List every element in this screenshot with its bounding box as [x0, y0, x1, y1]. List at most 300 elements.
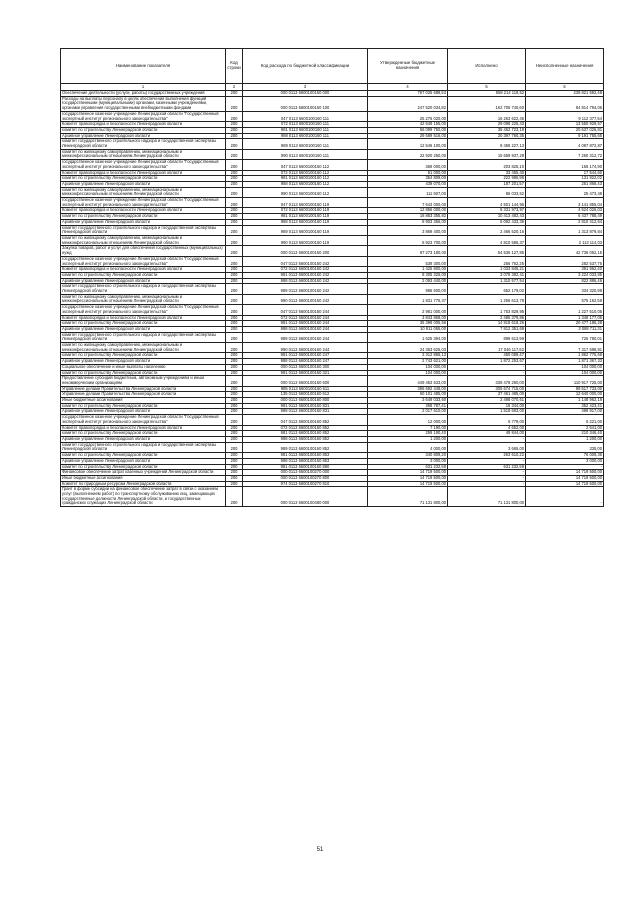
- row-approved-amount: 259 190,40: [368, 431, 448, 437]
- row-line-code: 200: [226, 386, 243, 392]
- row-classification-code: 981 0113 6600100160 247: [243, 353, 368, 359]
- row-executed-amount: 2 466 520,16: [448, 225, 526, 235]
- row-remaining-amount: 14 719 500,00: [526, 481, 604, 487]
- row-line-code: 200: [226, 353, 243, 359]
- row-executed-amount: 256 762,25: [448, 256, 526, 266]
- row-classification-code: 000 0113 6600100160 200: [243, 246, 368, 256]
- table-row: [61, 487, 604, 507]
- row-indicator-name: комитет государственного строительного надзора и государственной экспертизы Ленинградской области: [61, 139, 226, 149]
- row-remaining-amount: 2 810 412,64: [526, 219, 604, 225]
- row-executed-amount: 203 825,10: [448, 160, 526, 170]
- table-row: [61, 111, 604, 121]
- row-executed-amount: 14 918 618,26: [448, 321, 526, 327]
- row-indicator-name: комитет по строительству Ленинградской области: [61, 431, 226, 437]
- row-remaining-amount: -: [526, 464, 604, 470]
- row-indicator-name: Комитет по природным ресурсам Ленинградской области: [61, 481, 226, 487]
- budget-report-page: [60, 48, 603, 507]
- row-indicator-name: комитет государственного строительного надзора и государственной экспертизы Ленинградской области: [61, 442, 226, 452]
- row-executed-amount: 15 659 937,28: [448, 149, 526, 159]
- row-line-code: 200: [226, 464, 243, 470]
- row-line-code: 200: [226, 487, 243, 507]
- row-executed-amount: 450 089,47: [448, 353, 526, 359]
- row-remaining-amount: 89 517 733,00: [526, 386, 604, 392]
- header-approved-amount: Утвержденные бюджетные назначения: [368, 49, 448, 84]
- row-line-code: 200: [226, 149, 243, 159]
- row-indicator-name: Архивное управление Ленинградской области: [61, 181, 226, 187]
- table-body: [61, 91, 604, 507]
- row-executed-amount: 305 674 715,00: [448, 386, 526, 392]
- row-approved-amount: 6 923 700,00: [368, 235, 448, 245]
- row-classification-code: 000 0113 6600100160 300: [243, 364, 368, 370]
- row-line-code: 200: [226, 376, 243, 386]
- row-classification-code: 135 0113 6600100160 612: [243, 392, 368, 398]
- row-approved-amount: 14 719 500,00: [368, 475, 448, 481]
- row-executed-amount: 35 462 723,19: [448, 127, 526, 133]
- table-row: [61, 343, 604, 353]
- row-remaining-amount: 1 348 177,06: [526, 315, 604, 321]
- row-approved-amount: 797 025 689,53: [368, 91, 448, 97]
- row-indicator-name: комитет по жилищному самоуправлению, межнациональным и межконфессиональным отношениям Ленинградской области: [61, 294, 226, 304]
- row-line-code: 200: [226, 246, 243, 256]
- table-row: [61, 139, 604, 149]
- row-approved-amount: 22 920 250,00: [368, 149, 448, 159]
- row-indicator-name: комитет по строительству Ленинградской области: [61, 176, 226, 182]
- row-indicator-name: Социальное обеспечение и иные выплаты населению: [61, 364, 226, 370]
- row-classification-code: 989 0113 6600100160 111: [243, 139, 368, 149]
- row-executed-amount: 3 078 392,41: [448, 272, 526, 278]
- row-indicator-name: Комитет правопорядка и безопасности Ленинградской области: [61, 170, 226, 176]
- row-remaining-amount: 42 736 052,15: [526, 246, 604, 256]
- table-row: [61, 376, 604, 386]
- row-approved-amount: 449 453 533,00: [368, 376, 448, 386]
- row-executed-amount: 2 486 379,86: [448, 315, 526, 321]
- row-classification-code: 988 0113 6600100160 111: [243, 133, 368, 139]
- row-remaining-amount: 12 640 000,00: [526, 392, 604, 398]
- row-indicator-name: комитет государственного строительного надзора и государственной экспертизы Ленинградской области: [61, 332, 226, 342]
- row-approved-amount: 8 305 326,00: [368, 272, 448, 278]
- row-line-code: 200: [226, 91, 243, 97]
- row-executed-amount: 7 812 351,69: [448, 326, 526, 332]
- row-remaining-amount: 3 000,00: [526, 458, 604, 464]
- row-indicator-name: Закупка товаров, работ и услуг для обеспечения государственных (муниципальных) нужд: [61, 246, 226, 256]
- row-executed-amount: -: [448, 481, 526, 487]
- row-executed-amount: 898 613,99: [448, 332, 526, 342]
- table-row: [61, 332, 604, 342]
- row-line-code: 200: [226, 214, 243, 220]
- row-approved-amount: 14 719 500,00: [368, 481, 448, 487]
- row-executed-amount: 29 098 225,43: [448, 122, 526, 128]
- row-executed-amount: 49 844,00: [448, 431, 526, 437]
- table-row: [61, 225, 604, 235]
- row-approved-amount: 12 856 000,00: [368, 208, 448, 214]
- header-executed-amount: Исполнено: [448, 49, 526, 84]
- row-indicator-name: Обеспечение деятельности (услуги, работы) государственных учреждений: [61, 91, 226, 97]
- row-classification-code: 000 0113 6600100160 600: [243, 376, 368, 386]
- header-budget-classification-code: Код расхода по бюджетной классификации: [243, 49, 368, 84]
- row-approved-amount: 2 743 621,00: [368, 359, 448, 365]
- row-executed-amount: -: [448, 475, 526, 481]
- row-indicator-name: государственное казенное учреждение Ленинградской области "Государственный экспертный институт регионального законодательства": [61, 415, 226, 425]
- row-approved-amount: 2 017 610,00: [368, 409, 448, 415]
- row-classification-code: 981 0113 6600100160 853: [243, 453, 368, 459]
- row-classification-code: 000 0113 6600100270 000: [243, 470, 368, 476]
- row-classification-code: 047 0113 6600100160 119: [243, 198, 368, 208]
- row-line-code: 200: [226, 278, 243, 284]
- row-executed-amount: 6 779,00: [448, 415, 526, 425]
- row-remaining-amount: 1 227 510,05: [526, 305, 604, 315]
- row-indicator-name: Грант в форме субсидии на финансовое обеспечение затрат в связи с оказанием услуг (выполнением работ) по транспортному обслуживанию лиц, замещающих государственные должности Ленинградской области, и государственных гражданских служащих Ленинградской области: [61, 487, 226, 507]
- row-approved-amount: 7 643 000,00: [368, 198, 448, 208]
- row-executed-amount: 16 263 622,46: [448, 111, 526, 121]
- row-classification-code: 990 0113 6600100160 111: [243, 149, 368, 159]
- row-approved-amount: 3 843 868,00: [368, 315, 448, 321]
- row-indicator-name: государственное казенное учреждение Ленинградской области "Государственный экспертный институт регионального законодательства": [61, 305, 226, 315]
- header-remaining-amount: Неисполненные назначения: [526, 49, 604, 84]
- row-executed-amount: 20 397 760,35: [448, 133, 526, 139]
- row-executed-amount: 8 458 227,13: [448, 139, 526, 149]
- row-approved-amount: 10 911 065,00: [368, 326, 448, 332]
- row-line-code: 200: [226, 235, 243, 245]
- row-remaining-amount: 5 221,00: [526, 415, 604, 425]
- row-classification-code: 990 0113 6600100160 119: [243, 235, 368, 245]
- row-classification-code: 000 0113 6600100160 100: [243, 96, 368, 111]
- row-remaining-amount: 84 814 794,06: [526, 96, 604, 111]
- row-indicator-name: Расходы на выплаты персоналу в целях обеспечения выполнения функций государственными (муниципальными) органами, казенными учреждениями, органами управления государственными внебюджетными фондами: [61, 96, 226, 111]
- row-approved-amount: 104 000,00: [368, 364, 448, 370]
- row-line-code: 200: [226, 133, 243, 139]
- row-executed-amount: 17 046 117,62: [448, 343, 526, 353]
- row-remaining-amount: 104 000,00: [526, 370, 604, 376]
- column-number: 2: [226, 84, 243, 91]
- row-remaining-amount: 352 423,41: [526, 403, 604, 409]
- row-classification-code: 000 0113 6600100270 800: [243, 475, 368, 481]
- row-indicator-name: комитет по строительству Ленинградской области: [61, 214, 226, 220]
- row-line-code: 200: [226, 305, 243, 315]
- row-line-code: 200: [226, 170, 243, 176]
- row-approved-amount: 111 507,00: [368, 187, 448, 197]
- row-approved-amount: 369 000,00: [368, 160, 448, 170]
- row-executed-amount: 71 131 800,00: [448, 487, 526, 507]
- row-classification-code: 072 0113 6600100160 242: [243, 267, 368, 273]
- row-remaining-amount: 2 113 114,03: [526, 235, 604, 245]
- row-executed-amount: 631 232,59: [448, 464, 526, 470]
- row-line-code: 200: [226, 127, 243, 133]
- row-executed-amount: 1 872 253,67: [448, 359, 526, 365]
- row-line-code: 200: [226, 284, 243, 294]
- row-classification-code: 072 0113 6600100160 244: [243, 315, 368, 321]
- table-row: [61, 256, 604, 266]
- row-executed-amount: 33 455,40: [448, 170, 526, 176]
- row-indicator-name: комитет по строительству Ленинградской области: [61, 453, 226, 459]
- row-remaining-amount: 498 917,00: [526, 409, 604, 415]
- column-number: 3: [243, 84, 368, 91]
- row-indicator-name: Архивное управление Ленинградской области: [61, 278, 226, 284]
- row-classification-code: 072 0113 6600100160 112: [243, 170, 368, 176]
- row-remaining-amount: 7 260 312,72: [526, 149, 604, 159]
- row-classification-code: 981 0113 6600100160 111: [243, 127, 368, 133]
- row-classification-code: 047 0113 6600100160 111: [243, 111, 368, 121]
- row-executed-amount: 37 461 485,00: [448, 392, 526, 398]
- column-number: 6: [526, 84, 604, 91]
- row-indicator-name: Предоставление субсидий бюджетным, автономным учреждениям и иным некоммерческим организациям: [61, 376, 226, 386]
- row-executed-amount: 558 214 118,52: [448, 91, 526, 97]
- row-approved-amount: 12 000,00: [368, 415, 448, 425]
- row-line-code: 200: [226, 415, 243, 425]
- row-line-code: 200: [226, 256, 243, 266]
- row-line-code: 200: [226, 475, 243, 481]
- row-remaining-amount: 238 821 592,48: [526, 91, 604, 97]
- row-executed-amount: -: [448, 370, 526, 376]
- row-line-code: 200: [226, 111, 243, 121]
- row-line-code: 200: [226, 409, 243, 415]
- row-indicator-name: комитет по строительству Ленинградской области: [61, 272, 226, 278]
- row-classification-code: 981 0113 6600100160 852: [243, 431, 368, 437]
- row-executed-amount: 1 310 577,54: [448, 278, 526, 284]
- row-classification-code: 072 0113 6600100160 852: [243, 425, 368, 431]
- row-approved-amount: 247 520 034,82: [368, 96, 448, 111]
- row-line-code: 200: [226, 437, 243, 443]
- row-approved-amount: 1 831 775,37: [368, 294, 448, 304]
- row-classification-code: 988 0113 6600100160 831: [243, 409, 368, 415]
- row-remaining-amount: 7 317 598,81: [526, 343, 604, 353]
- row-line-code: 200: [226, 370, 243, 376]
- row-line-code: 200: [226, 398, 243, 404]
- column-number: 1: [61, 84, 226, 91]
- row-remaining-amount: 20 637 026,81: [526, 127, 604, 133]
- row-indicator-name: комитет по строительству Ленинградской области: [61, 321, 226, 327]
- row-indicator-name: комитет по жилищному самоуправлению, межнациональным и межконфессиональным отношениям Ленинградской области: [61, 187, 226, 197]
- row-approved-amount: 71 131 800,00: [368, 487, 448, 507]
- row-indicator-name: комитет по строительству Ленинградской области: [61, 464, 226, 470]
- row-approved-amount: 439 070,00: [368, 181, 448, 187]
- row-remaining-amount: 210 346,40: [526, 431, 604, 437]
- row-line-code: 200: [226, 315, 243, 321]
- row-remaining-amount: 17 544,60: [526, 170, 604, 176]
- row-indicator-name: комитет по строительству Ленинградской области: [61, 127, 226, 133]
- row-indicator-name: комитет по жилищному самоуправлению, межнациональным и межконфессиональным отношениям Ленинградской области: [61, 149, 226, 159]
- row-approved-amount: 50 101 485,00: [368, 392, 448, 398]
- row-executed-amount: 10 413 482,43: [448, 214, 526, 220]
- row-classification-code: 988 0113 6600100160 853: [243, 458, 368, 464]
- row-indicator-name: Управление делами Правительства Ленинградской области: [61, 386, 226, 392]
- row-line-code: 200: [226, 219, 243, 225]
- row-indicator-name: Комитет правопорядка и безопасности Ленинградской области: [61, 208, 226, 214]
- row-executed-amount: 263 610,22: [448, 453, 526, 459]
- row-indicator-name: Иные бюджетные ассигнования: [61, 475, 226, 481]
- row-line-code: 200: [226, 392, 243, 398]
- row-classification-code: 047 0113 6600100160 112: [243, 160, 368, 170]
- row-remaining-amount: 14 719 500,00: [526, 475, 604, 481]
- row-executed-amount: 1 518 693,00: [448, 409, 526, 415]
- row-classification-code: 990 0113 6600100160 244: [243, 343, 368, 353]
- row-remaining-amount: 1 871 367,33: [526, 359, 604, 365]
- row-approved-amount: 1 425 800,00: [368, 267, 448, 273]
- table-row: [61, 187, 604, 197]
- row-classification-code: 981 0113 6600100160 321: [243, 370, 368, 376]
- row-line-code: 200: [226, 96, 243, 111]
- row-remaining-amount: 1 313 879,84: [526, 225, 604, 235]
- row-line-code: 200: [226, 181, 243, 187]
- row-line-code: 200: [226, 187, 243, 197]
- row-executed-amount: 1 753 829,95: [448, 305, 526, 315]
- row-indicator-name: Архивное управление Ленинградской области: [61, 359, 226, 365]
- row-classification-code: 990 0113 6600100160 242: [243, 294, 368, 304]
- table-row: [61, 198, 604, 208]
- row-classification-code: 000 0113 6600100480 000: [243, 487, 368, 507]
- row-indicator-name: Комитет правопорядка и безопасности Ленинградской области: [61, 425, 226, 431]
- row-indicator-name: комитет государственного строительного надзора и государственной экспертизы Ленинградской области: [61, 284, 226, 294]
- row-line-code: 200: [226, 359, 243, 365]
- row-approved-amount: 29 589 516,00: [368, 133, 448, 139]
- row-approved-amount: 16 853 355,82: [368, 214, 448, 220]
- row-remaining-amount: 110 917 725,00: [526, 376, 604, 386]
- row-remaining-amount: 6 437 788,49: [526, 214, 604, 220]
- row-approved-amount: 14 719 500,00: [368, 470, 448, 476]
- row-classification-code: 989 0113 6600100160 242: [243, 284, 368, 294]
- table-header-row: [61, 49, 604, 84]
- row-classification-code: 988 0113 6600100160 242: [243, 278, 368, 284]
- row-remaining-amount: 282 537,75: [526, 256, 604, 266]
- row-line-code: 200: [226, 225, 243, 235]
- row-classification-code: 981 0113 6600100160 831: [243, 403, 368, 409]
- row-indicator-name: комитет по жилищному самоуправлению, межнациональным и межконфессиональным отношениям Ленинградской области: [61, 235, 226, 245]
- row-executed-amount: 86 033,52: [448, 187, 526, 197]
- row-classification-code: 981 0113 6600100160 880: [243, 464, 368, 470]
- page-number: 51: [316, 847, 324, 853]
- row-executed-amount: -: [448, 437, 526, 443]
- row-indicator-name: государственное казенное учреждение Ленинградской области "Государственный экспертный институт регионального законодательства": [61, 198, 226, 208]
- row-indicator-name: Архивное управление Ленинградской области: [61, 219, 226, 225]
- row-indicator-name: Архивное управление Ленинградской области: [61, 458, 226, 464]
- row-remaining-amount: 20 477 186,28: [526, 321, 604, 327]
- row-classification-code: 988 0113 6600100160 244: [243, 326, 368, 332]
- row-classification-code: 985 0113 6600100160 611: [243, 386, 368, 392]
- row-classification-code: 000 0113 6600100160 800: [243, 398, 368, 404]
- row-classification-code: 988 0113 6600100160 112: [243, 181, 368, 187]
- row-indicator-name: Архивное управление Ленинградской области: [61, 409, 226, 415]
- row-executed-amount: 652 179,02: [448, 284, 526, 294]
- row-indicator-name: Управление делами Правительства Ленинградской области: [61, 392, 226, 398]
- row-indicator-name: Архивное управление Ленинградской области: [61, 133, 226, 139]
- row-line-code: 200: [226, 198, 243, 208]
- row-executed-amount: -: [448, 458, 526, 464]
- table-row: [61, 305, 604, 315]
- row-remaining-amount: 165 174,90: [526, 160, 604, 170]
- table-row: [61, 246, 604, 256]
- row-approved-amount: 25 276 020,00: [368, 111, 448, 121]
- row-approved-amount: 8 903 356,00: [368, 219, 448, 225]
- row-remaining-amount: 14 719 500,00: [526, 470, 604, 476]
- column-number-row: [61, 84, 604, 91]
- row-remaining-amount: 25 473,48: [526, 187, 604, 197]
- header-line-code: Код строки: [226, 49, 243, 84]
- table-row: [61, 96, 604, 111]
- row-executed-amount: -: [448, 364, 526, 370]
- row-classification-code: 072 0113 6600100160 111: [243, 122, 368, 128]
- row-approved-amount: 97 273 180,00: [368, 246, 448, 256]
- row-remaining-amount: 9 191 755,65: [526, 133, 604, 139]
- row-line-code: 200: [226, 481, 243, 487]
- row-approved-amount: 1 200,00: [368, 437, 448, 443]
- header-indicator-name: Наименование показателя: [61, 49, 226, 84]
- row-executed-amount: 1 033 845,21: [448, 267, 526, 273]
- row-indicator-name: Финансовое обеспечение затрат казенных учреждений Ленинградской области: [61, 470, 226, 476]
- row-executed-amount: 4 652,00: [448, 425, 526, 431]
- row-line-code: 200: [226, 442, 243, 452]
- row-remaining-amount: 9 112 377,54: [526, 111, 604, 121]
- row-remaining-amount: 131 822,02: [526, 176, 604, 182]
- row-line-code: 200: [226, 122, 243, 128]
- row-approved-amount: 354 809,00: [368, 176, 448, 182]
- table-row: [61, 442, 604, 452]
- table-row: [61, 160, 604, 170]
- row-approved-amount: 24 363 626,03: [368, 343, 448, 353]
- row-remaining-amount: 335,00: [526, 442, 604, 452]
- row-remaining-amount: 575 162,59: [526, 294, 604, 304]
- row-indicator-name: комитет государственного строительного надзора и государственной экспертизы Ленинградской области: [61, 225, 226, 235]
- row-indicator-name: Комитет правопорядка и безопасности Ленинградской области: [61, 315, 226, 321]
- table-row: [61, 415, 604, 425]
- row-approved-amount: 3 869 400,00: [368, 225, 448, 235]
- row-line-code: 200: [226, 176, 243, 182]
- row-executed-amount: 222 986,98: [448, 176, 526, 182]
- row-approved-amount: 340 809,20: [368, 453, 448, 459]
- row-classification-code: 988 0113 6600100160 852: [243, 437, 368, 443]
- row-remaining-amount: 1 148 962,19: [526, 398, 604, 404]
- row-approved-amount: 104 000,00: [368, 370, 448, 376]
- row-executed-amount: 338 478 250,00: [448, 376, 526, 386]
- row-executed-amount: 1 256 613,78: [448, 294, 526, 304]
- row-approved-amount: 395 592 448,00: [368, 386, 448, 392]
- row-approved-amount: 631 232,59: [368, 464, 448, 470]
- table-row: [61, 294, 604, 304]
- row-executed-amount: 4 810 586,37: [448, 235, 526, 245]
- row-remaining-amount: 391 962,40: [526, 267, 604, 273]
- row-line-code: 200: [226, 403, 243, 409]
- row-classification-code: 974 0113 6600100270 810: [243, 481, 368, 487]
- row-classification-code: 988 0113 6600100160 247: [243, 359, 368, 365]
- table-row: [61, 284, 604, 294]
- row-approved-amount: 2 093 440,00: [368, 278, 448, 284]
- row-indicator-name: комитет по жилищному самоуправлению, межнациональным и межконфессиональным отношениям Ленинградской области: [61, 343, 226, 353]
- row-executed-amount: 8 331 973,97: [448, 208, 526, 214]
- row-indicator-name: государственное казенное учреждение Ленинградской области "Государственный экспертный институт регионального законодательства": [61, 256, 226, 266]
- row-approved-amount: 35 398 005,56: [368, 321, 448, 327]
- row-executed-amount: 2 498 070,61: [448, 398, 526, 404]
- row-executed-amount: 187 201,57: [448, 181, 526, 187]
- row-remaining-amount: 76 009,36: [526, 453, 604, 459]
- row-line-code: 200: [226, 160, 243, 170]
- row-indicator-name: Комитет правопорядка и безопасности Ленинградской области: [61, 267, 226, 273]
- row-classification-code: 047 0113 6600100160 242: [243, 256, 368, 266]
- row-classification-code: 047 0113 6600100160 852: [243, 415, 368, 425]
- row-remaining-amount: 4 087 872,87: [526, 139, 604, 149]
- row-line-code: 200: [226, 453, 243, 459]
- row-remaining-amount: 3 224 033,85: [526, 272, 604, 278]
- row-remaining-amount: 3 141 855,04: [526, 198, 604, 208]
- row-approved-amount: 4 000,00: [368, 442, 448, 452]
- row-indicator-name: Комитет правопорядка и безопасности Ленинградской области: [61, 122, 226, 128]
- row-executed-amount: 6 092 433,36: [448, 219, 526, 225]
- row-line-code: 200: [226, 208, 243, 214]
- row-approved-amount: 56 099 750,00: [368, 127, 448, 133]
- row-remaining-amount: 822 886,46: [526, 278, 604, 284]
- row-classification-code: 981 0113 6600100160 242: [243, 272, 368, 278]
- row-approved-amount: 51 000,00: [368, 170, 448, 176]
- row-classification-code: 981 0113 6600100160 244: [243, 321, 368, 327]
- row-indicator-name: комитет по строительству Ленинградской области: [61, 370, 226, 376]
- column-number: 5: [448, 84, 526, 91]
